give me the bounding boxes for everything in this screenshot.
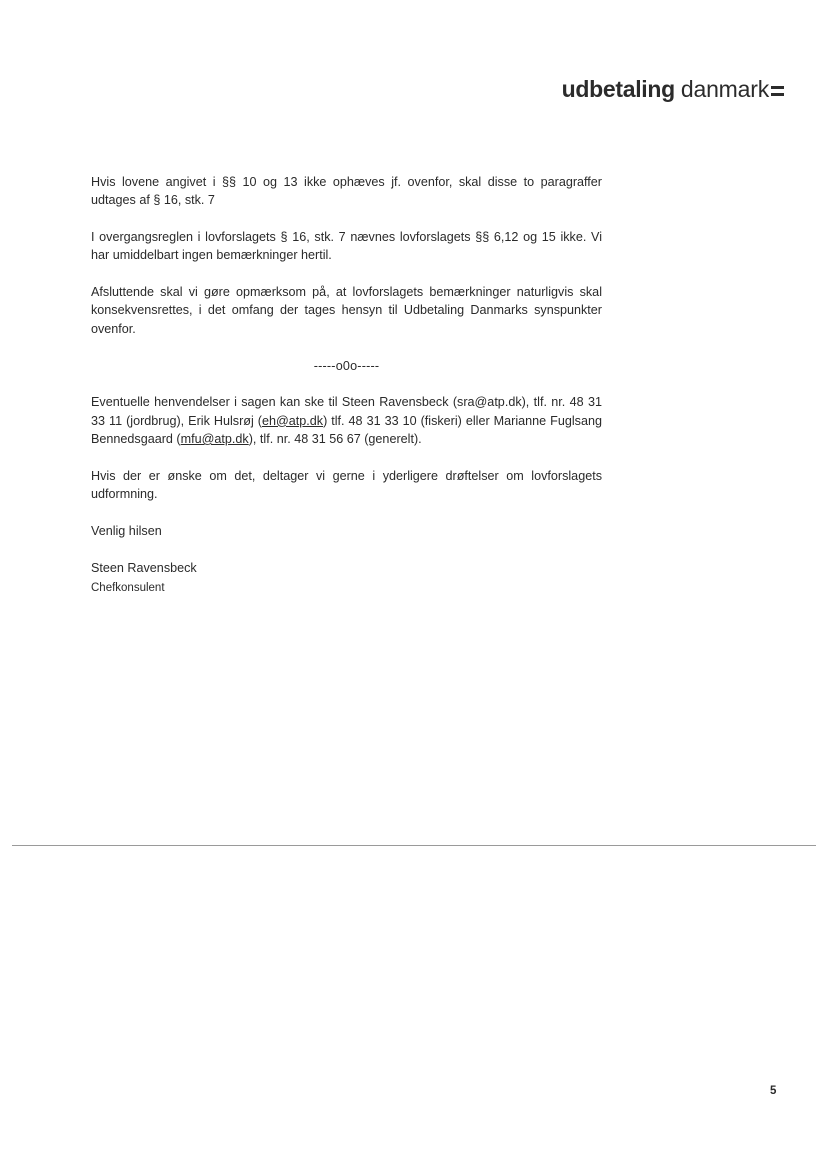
logo-word-udbetaling: udbetaling [561, 76, 675, 102]
page-number: 5 [770, 1085, 777, 1097]
letter-body [91, 173, 602, 597]
logo-equals-icon [771, 86, 784, 96]
horizontal-divider [12, 845, 816, 846]
paragraph-transition-rule: I overgangsreglen i lovforslagets § 16, stk. 7 nævnes lovforslagets §§ 6,12 og 15 ikke. Vi har umiddelbart ingen bemærkninger hertil. [91, 230, 602, 263]
email-link-mfu[interactable]: mfu@atp.dk [180, 431, 249, 446]
contact-text-3: ), tlf. nr. 48 31 56 67 (generelt). [248, 431, 422, 446]
contact-text-2: ) tlf. 48 31 33 10 (fiskeri) eller Marianne Fuglsang Bennedsgaard ( [91, 413, 602, 446]
signature-title: Chefkonsulent [91, 581, 165, 594]
signature-name: Steen Ravensbeck [91, 560, 197, 575]
paragraph-contact-info [91, 393, 602, 448]
paragraph-repeal-note: Hvis lovene angivet i §§ 10 og 13 ikke ophæves jf. ovenfor, skal disse to paragraffer udtages af § 16, stk. 7 [91, 175, 602, 208]
section-separator: -----o0o----- [313, 358, 380, 373]
udbetaling-danmark-logo [562, 76, 784, 103]
paragraph-further-discussion: Hvis der er ønske om det, deltager vi gerne i yderligere drøftelser om lovforslagets udformning. [91, 468, 602, 502]
paragraph-concluding-remarks: Afsluttende skal vi gøre opmærksom på, at lovforslagets bemærkninger naturligvis skal konsekvensrettes, i det omfang der tages hensyn til Udbetaling Danmarks synspunkter ovenfor. [91, 285, 602, 336]
logo-word-danmark: danmark [680, 76, 769, 102]
contact-text-1: Eventuelle henvendelser i sagen kan ske til Steen Ravensbeck (sra@atp.dk), tlf. nr. 48 31 33 11 (jordbrug), Erik Hulsrøj ( [91, 395, 602, 428]
closing-greeting: Venlig hilsen [91, 523, 162, 538]
email-link-eh[interactable]: eh@atp.dk [261, 413, 324, 428]
